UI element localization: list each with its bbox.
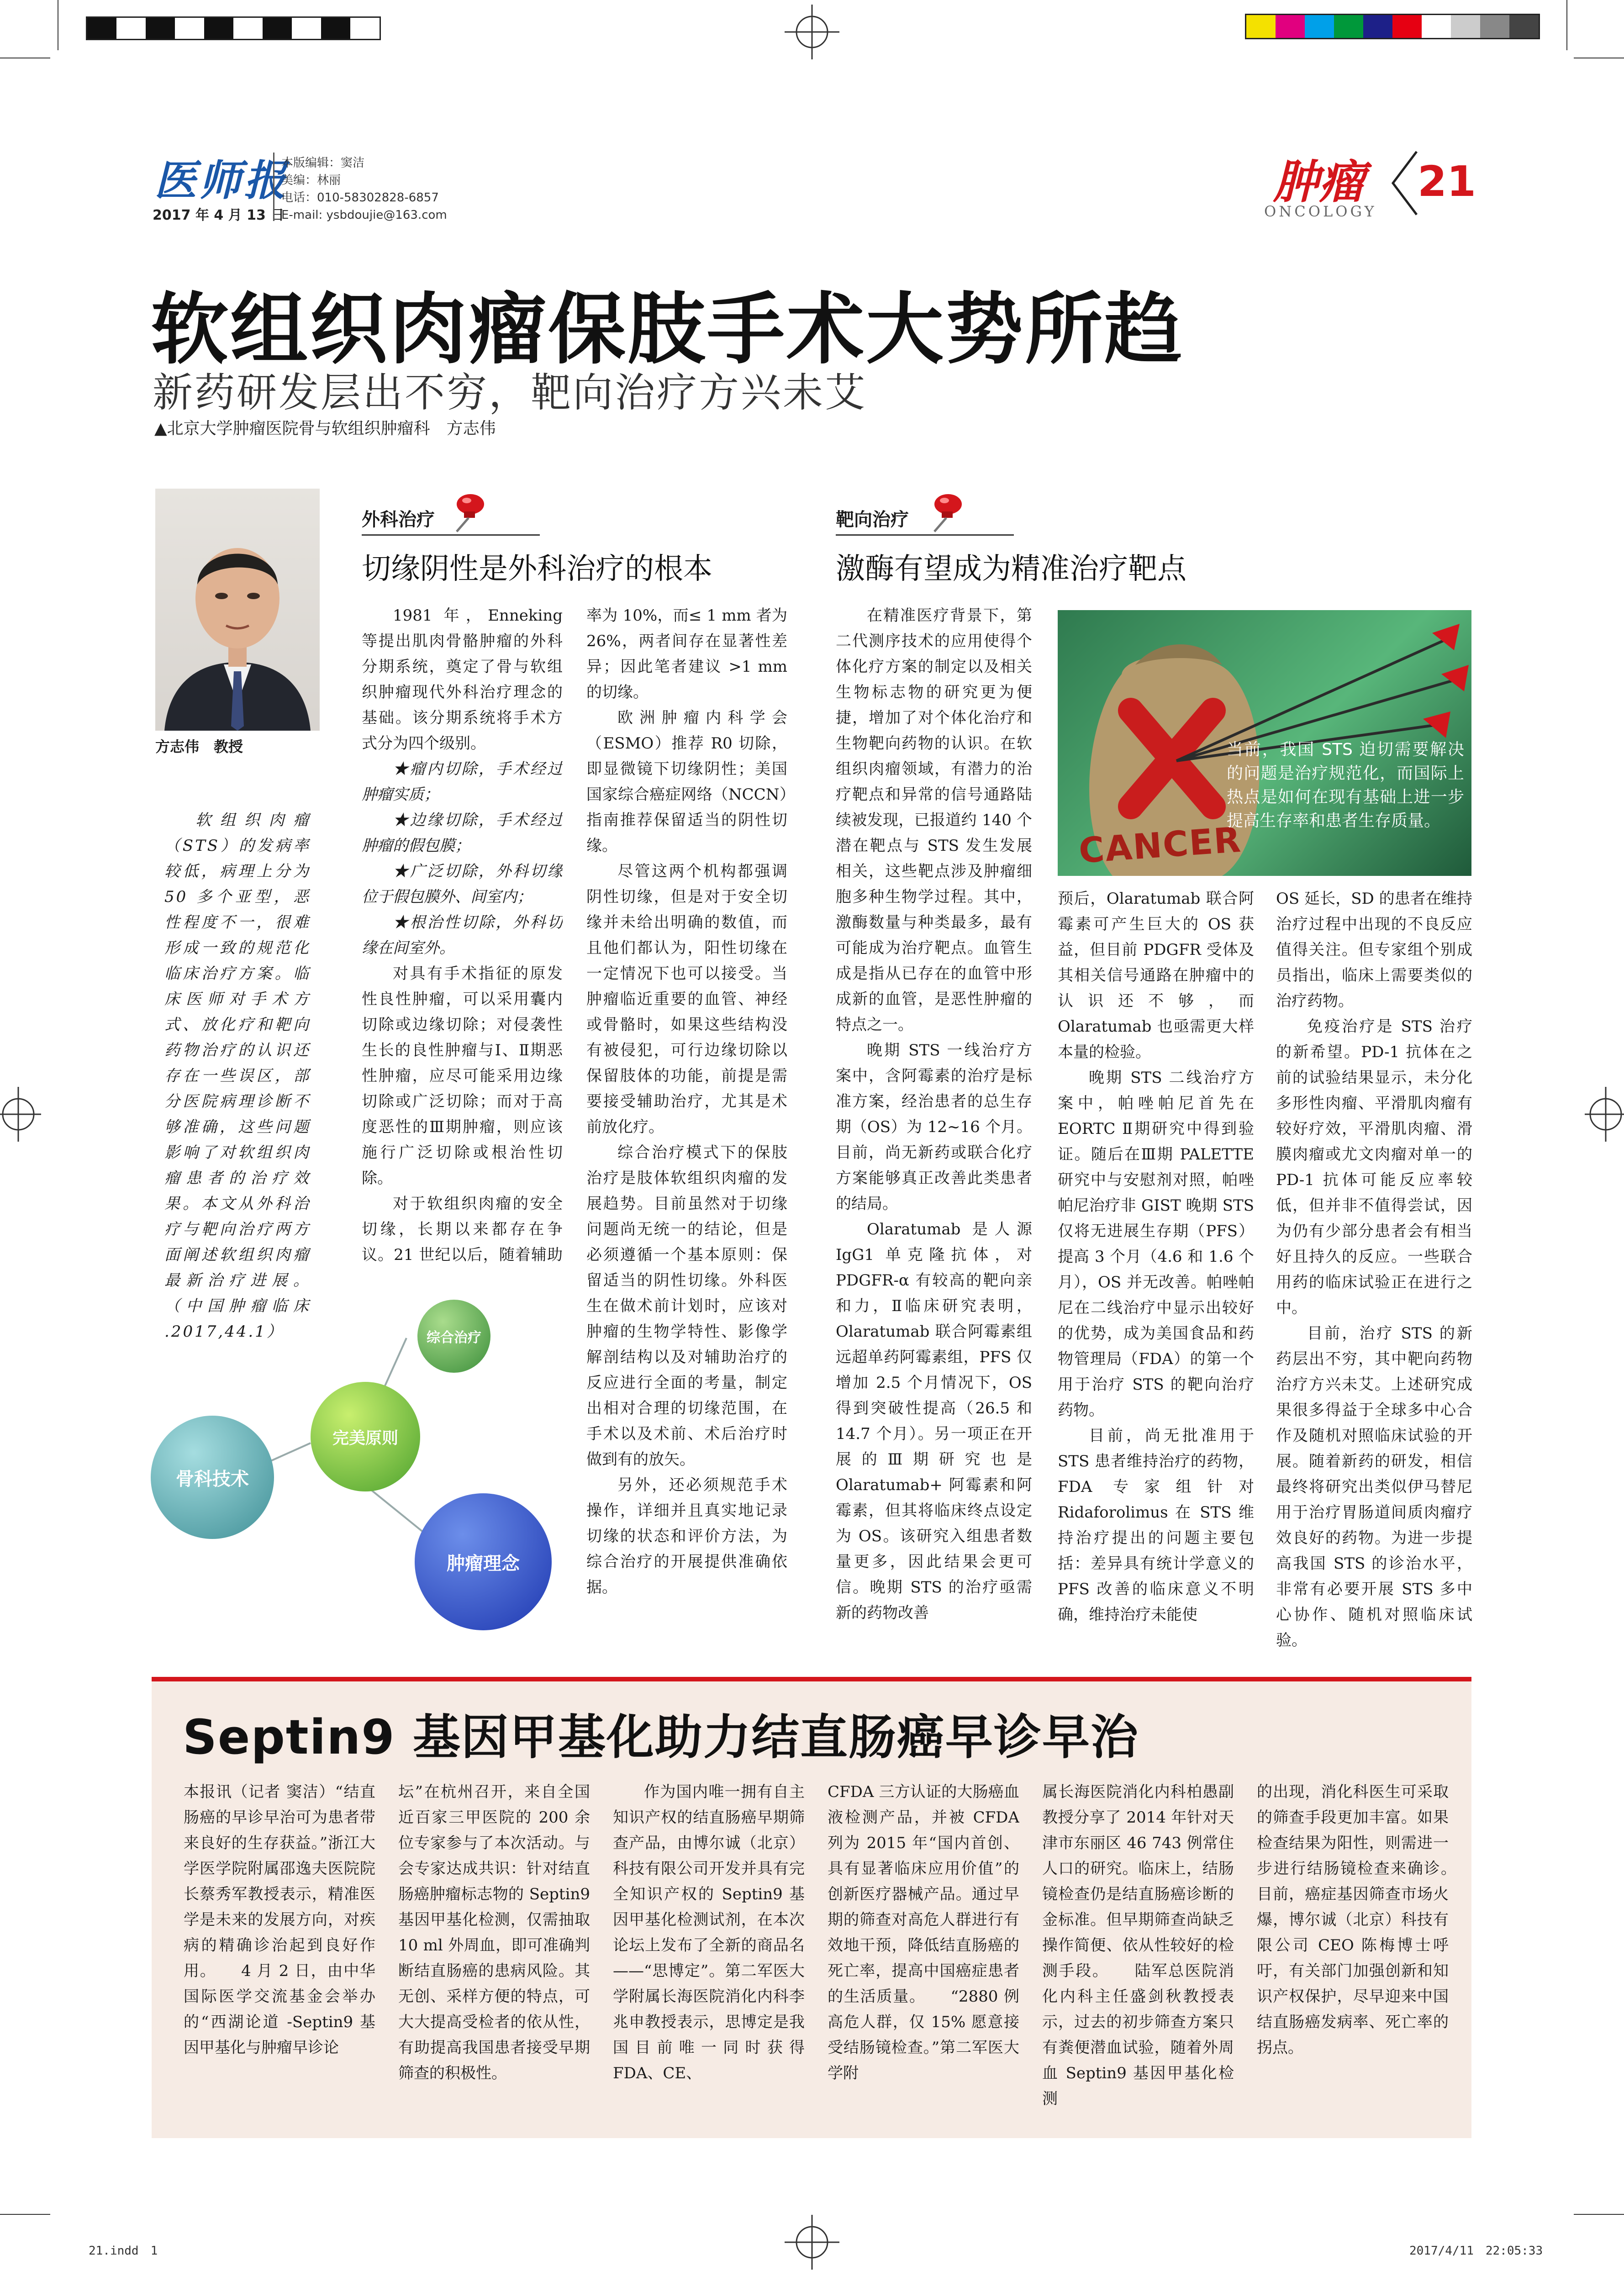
crop-mark	[1574, 2214, 1624, 2215]
article-title: 软组织肉瘤保肢手术大势所趋	[151, 285, 1184, 375]
cancer-target-image	[1058, 610, 1471, 876]
news-column-6	[1257, 1779, 1449, 2126]
section-heading-surgery: 切缘阴性是外科治疗的根本	[362, 552, 712, 586]
paragraph: 综合治疗模式下的保肢治疗是肢体软组织肉瘤的发展趋势。目前虽然对于切缘问题尚无统一的结论，但是必须遵循一个基本原则：保留适当的阴性切缘。外科医生在做术前计划时，应该对肿瘤的生物学特性、影像学解剖结构以及对辅助治疗的反应进行全面的考量，制定出相对合理的切缘范围，在手术以及术前、术后治疗时做到有的放矢。	[586, 1143, 787, 1469]
paragraph: 率为 10%，而≤ 1 mm 者为 26%，两者间存在显著性差异；因此笔者建议 >1 mm 的切缘。	[586, 606, 787, 701]
targeted-column-1	[836, 603, 1032, 1653]
list-item: ★广泛切除，外科切缘位于假包膜外、间室内；	[362, 862, 563, 906]
article-subtitle: 新药研发层出不穷，靶向治疗方兴未艾	[153, 369, 867, 416]
section-name: 肿瘤	[1273, 155, 1365, 209]
paragraph: 的出现，消化科医生可采取的筛查手段更加丰富。如果检查结果为阳性，则需进一步进行结肠镜检查来确诊。 目前，癌症基因筛查市场火爆，博尔诚（北京）科技有限公司 CEO 陈梅博士呼吁，有关部门加强创新和知识产权保护，尽早迎来中国结直肠癌发病率、死亡率的拐点。	[1257, 1783, 1449, 2057]
paragraph: 欧洲肿瘤内科学会（ESMO）推荐 R0 切除，即显微镜下切缘阴性；美国国家综合癌症网络（NCCN）指南推荐保留适当的阴性切缘。	[586, 709, 787, 855]
news-box	[152, 1677, 1471, 2138]
paragraph: OS 延长，SD 的患者在维持治疗过程中出现的不良反应值得关注。但专家组个别成员指出，临床上需要类似的治疗药物。	[1276, 890, 1472, 1010]
intro-abstract	[164, 807, 311, 1341]
section-tag-label: 靶向治疗	[836, 509, 909, 530]
list-item: ★根治性切除，外科切缘在间室外。	[362, 913, 563, 957]
pushpin-icon	[921, 484, 971, 534]
email-line: E-mail: ysbdoujie@163.com	[281, 208, 447, 222]
crop-mark	[0, 2214, 50, 2215]
paragraph: 对于软组织肉瘤的安全切缘，长期以来都存在争议。21 世纪以后，随着辅助	[362, 1195, 563, 1264]
paragraph: 晚期 STS 一线治疗方案中，含阿霉素的治疗是标准方案，经治患者的总生存期（OS）为 12~16 个月。目前，尚无新药或联合化疗方案能够真正改善此类患者的结局。	[836, 1041, 1032, 1213]
footer-file: 21.indd 1	[89, 2244, 158, 2258]
masthead-divider	[273, 153, 274, 221]
image-caption: 当前，我国 STS 迫切需要解决的问题是治疗规范化，而国际上热点是如何在现有基础上进一步提高生存率和患者生存质量。	[1227, 740, 1464, 830]
paragraph: 对具有手术指征的原发性良性肿瘤，可以采用囊内切除或边缘切除；对侵袭性生长的良性肿瘤与Ⅰ、Ⅱ期恶性肿瘤，应尽可能采用边缘切除或广泛切除；而对于高度恶性的Ⅲ期肿瘤，则应该施行广泛切除或根治性切除。	[362, 964, 563, 1187]
news-title: Septin9 基因甲基化助力结直肠癌早诊早治	[183, 1709, 1139, 1765]
registration-bar-left	[86, 16, 381, 40]
byline: ▲北京大学肿瘤医院骨与软组织肿瘤科 方志伟	[154, 419, 496, 438]
issue-date: 2017 年 4 月 13 日	[153, 207, 285, 223]
section-name-en: ONCOLOGY	[1264, 203, 1377, 220]
paragraph: 免疫治疗是 STS 治疗的新希望。PD-1 抗体在之前的试验结果显示，未分化多形性肉瘤、平滑肌肉瘤有较好疗效，平滑肌肉瘤、滑膜肉瘤或尤文肉瘤对单一的 PD-1 抗体可能反应率较低，但并非不值得尝试，因为仍有少部分患者会有相当好且持久的反应。一些联合用药的临床试验正在进行之中。	[1276, 1017, 1472, 1317]
paragraph: 坛”在杭州召开，来自全国近百家三甲医院的 200 余位专家参与了本次活动。与会专家达成共识：针对结直肠癌肿瘤标志物的 Septin9 基因甲基化检测，仅需抽取 10 ml 外周血，即可准确判断结直肠癌的患病风险。其无创、采样方便的特点，可大大提高受检者的依从性，有助提高我国患者接受早期筛查的积极性。	[398, 1783, 590, 2082]
paragraph: 本报讯（记者 窦洁）“结直肠癌的早诊早治可为患者带来良好的生存获益。”浙江大学医学院附属邵逸夫医院院长蔡秀军教授表示，精准医学是未来的发展方向，对疾病的精确诊治起到良好作用。 4 月 2 日，由中华国际医学交流基金会举办的“西湖论道 -Septin9 基因甲基化与肿瘤早诊论	[184, 1783, 375, 2057]
author-photo	[155, 489, 320, 731]
bubble-node: 骨科技术	[151, 1416, 274, 1539]
paragraph: 尽管这两个机构都强调阴性切缘，但是对于安全切缘并未给出明确的数值，而且他们都认为，阳性切缘在一定情况下也可以接受。当肿瘤临近重要的血管、神经或骨骼时，如果这些结构没有被侵犯，可行边缘切除以保留肢体的功能，前提是需要接受辅助治疗，尤其是术前放化疗。	[586, 862, 787, 1136]
chevron-left-icon	[1388, 149, 1420, 217]
news-column-2	[398, 1779, 590, 2126]
footer-timestamp: 2017/4/11 22:05:33	[1409, 2244, 1543, 2258]
news-column-3	[613, 1779, 805, 2126]
bubble-node: 完美原则	[311, 1382, 420, 1491]
news-column-5	[1042, 1779, 1234, 2126]
intro-text: 软组织肉瘤（STS）的发病率较低，病理上分为 50 多个亚型，恶性程度不一，很难形成一致的规范化临床治疗方案。临床医师对手术方式、放化疗和靶向药物治疗的认识还存在一些误区，部分医院病理诊断不够准确，这些问题影响了对软组织肉瘤患者的治疗效果。本文从外科治疗与靶向治疗两方面阐述软组织肉瘤最新治疗进展。（中国肿瘤临床 .2017,44.1）	[164, 811, 311, 1341]
targeted-column-3	[1276, 886, 1472, 1653]
paragraph: 目前，治疗 STS 的新药层出不穷，其中靶向药物治疗方兴未艾。上述研究成果很多得益于全球多中心合作及随机对照临床试验的开展。随着新药的研发，相信最终将研究出类似伊马替尼用于治疗胃肠道间质肉瘤疗效良好的药物。为进一步提高我国 STS 的诊治水平，非常有必要开展 STS 多中心协作、随机对照临床试验。	[1276, 1324, 1472, 1649]
surgery-column-2	[586, 603, 787, 1653]
crop-mark	[1566, 0, 1567, 50]
paragraph: 属长海医院消化内科柏愚副教授分享了 2014 年针对天津市东丽区 46 743 例常住人口的研究。临床上，结肠镜检查仍是结直肠癌诊断的金标准。但早期筛查尚缺乏操作简便、依从性较好的检测手段。 陆军总医院消化内科主任盛剑秋教授表示，过去的初步筛查方案只有粪便潜血试验，随着外周血 Septin9 基因甲基化检测	[1042, 1783, 1234, 2108]
list-item: ★边缘切除，手术经过肿瘤的假包膜；	[362, 811, 563, 855]
designer-line: 美编：林丽	[281, 174, 341, 187]
pushpin-icon	[443, 484, 493, 534]
cancer-label: CANCER	[1077, 819, 1243, 871]
paragraph: Olaratumab 是人源 IgG1 单克隆抗体，对 PDGFR-α 有较高的靶向亲和力，Ⅱ临床研究表明，Olaratumab 联合阿霉素组远超单药阿霉素组，PFS 仅增加 2.5 个月情况下，OS 得到突破性提高（26.5 和 14.7 个月）。另一项正在开展的Ⅲ期研究也是 Olaratumab+ 阿霉素和阿霉素，但其将临床终点设定为 OS。该研究入组患者数量更多，因此结果会更可信。晚期 STS 的治疗亟需新的药物改善	[836, 1220, 1032, 1622]
targeted-column-2	[1058, 886, 1254, 1653]
section-tag-label: 外科治疗	[362, 509, 435, 530]
news-column-4	[828, 1779, 1019, 2126]
list-item: ★瘤内切除，手术经过肿瘤实质；	[362, 760, 563, 804]
bubble-node: 综合治疗	[417, 1300, 490, 1373]
masthead-info	[281, 154, 447, 224]
paragraph: 另外，还必须规范手术操作，详细并且真实地记录切缘的状态和评价方法，为综合治疗的开展提供准确依据。	[586, 1476, 787, 1597]
crosshair-icon	[1585, 1087, 1624, 1142]
bubble-node: 肿瘤理念	[415, 1493, 552, 1630]
phone-line: 电话：010-58302828-6857	[281, 191, 439, 205]
paragraph: CFDA 三方认证的大肠癌血液检测产品，并被 CFDA 列为 2015 年“国内首创、具有显著临床应用价值”的创新医疗器械产品。通过早期的筛查对高危人群进行有效地干预，降低结直肠癌的死亡率，提高中国癌症患者的生活质量。 “2880 例高危人群，仅 15% 愿意接受结肠镜检查。”第二军医大学附	[828, 1783, 1019, 2082]
page-number: 21	[1418, 157, 1476, 206]
crosshair-icon	[785, 5, 839, 59]
paragraph: 预后，Olaratumab 联合阿霉素可产生巨大的 OS 获益，但目前 PDGFR 受体及其相关信号通路在肿瘤中的认识还不够，而 Olaratumab 也亟需更大样本量的检验。	[1058, 890, 1254, 1061]
paragraph: 晚期 STS 二线治疗方案中，帕唑帕尼首先在 EORTC Ⅱ期研究中得到验证。随后在Ⅲ期 PALETTE 研究中与安慰剂对照，帕唑帕尼治疗非 GIST 晚期 STS 仅将无进展生存期（PFS）提高 3 个月（4.6 和 1.6 个月），OS 并无改善。帕唑帕尼在二线治疗中显示出较好的优势，成为美国食品和药物管理局（FDA）的第一个用于治疗 STS 的靶向治疗药物。	[1058, 1069, 1254, 1419]
paragraph: 在精准医疗背景下，第二代测序技术的应用使得个体化疗方案的制定以及相关生物标志物的研究更为便捷，增加了对个体化治疗和生物靶向药物的认识。在软组织肉瘤领域，有潜力的治疗靶点和异常的信号通路陆续被发现，已报道约 140 个潜在靶点与 STS 发生发展相关，这些靶点涉及肿瘤细胞多种生物学过程。其中，激酶数量与种类最多，最有可能成为治疗靶点。血管生成是指从已存在的血管中形成新的血管，是恶性肿瘤的特点之一。	[836, 606, 1032, 1034]
crosshair-icon	[0, 1087, 41, 1142]
crosshair-icon	[785, 2215, 839, 2270]
surgery-column-1	[362, 603, 563, 1270]
paragraph: 1981 年，Enneking 等提出肌肉骨骼肿瘤的外科分期系统，奠定了骨与软组织肿瘤现代外科治疗理念的基础。该分期系统将手术方式分为四个级别。	[362, 606, 563, 753]
news-column-1	[184, 1779, 375, 2126]
paragraph: 目前，尚无批准用于 STS 患者维持治疗的药物，FDA 专家组针对 Ridaforolimus 在 STS 维持治疗提出的问题主要包括：差异具有统计学意义的 PFS 改善的临床意义不明确，维持治疗未能使	[1058, 1427, 1254, 1624]
color-bar-right	[1245, 14, 1540, 39]
section-heading-targeted: 激酶有望成为精准治疗靶点	[836, 552, 1186, 586]
editor-line: 本版编辑：窦洁	[281, 156, 365, 170]
concept-diagram	[151, 1279, 562, 1626]
newspaper-logo: 医师报	[154, 156, 289, 205]
photo-caption: 方志伟 教授	[155, 738, 243, 755]
paragraph: 作为国内唯一拥有自主知识产权的结直肠癌早期筛查产品，由博尔诚（北京）科技有限公司开发并具有完全知识产权的 Septin9 基因甲基化检测试剂，在本次论坛上发布了全新的商品名——“思博定”。第二军医大学附属长海医院消化内科李兆申教授表示，思博定是我国目前唯一同时获得 FDA、CE、	[613, 1783, 805, 2082]
